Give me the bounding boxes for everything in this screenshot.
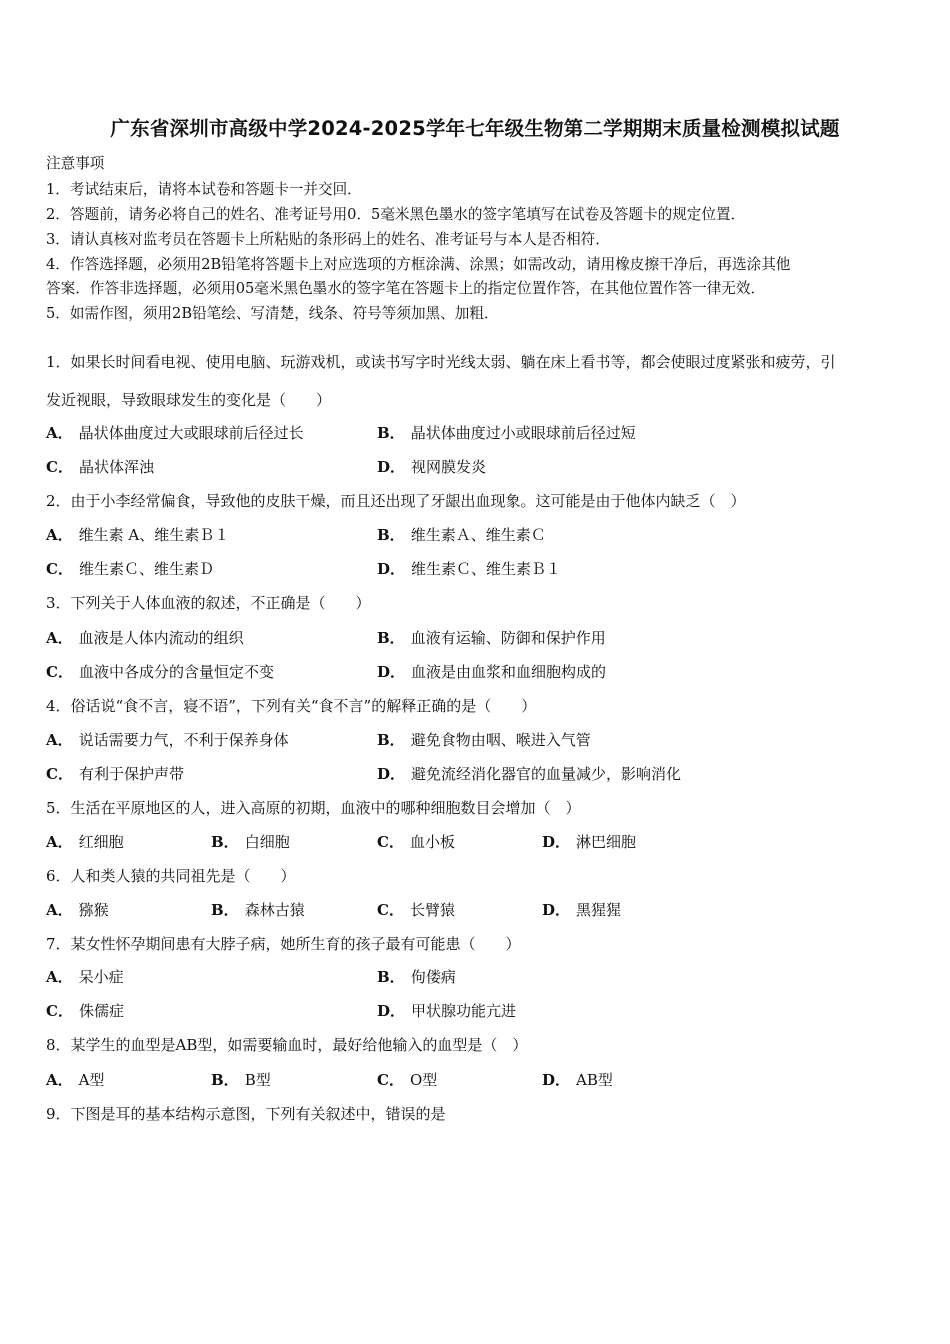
option-key: D． [542, 1071, 571, 1089]
option-text: 黑猩猩 [576, 901, 622, 919]
option-d [377, 456, 486, 477]
option-a [46, 831, 124, 852]
option-key: D． [377, 458, 406, 476]
option-c [377, 1069, 437, 1090]
page-title: 广东省深圳市高级中学2024-2025学年七年级生物第二学期期末质量检测模拟试题 [110, 117, 840, 140]
option-key: B． [377, 424, 405, 442]
option-text: 维生素 A、维生素Ｂ１ [78, 526, 230, 544]
option-text: 血液中各成分的含量恒定不变 [78, 663, 274, 681]
option-text: 有利于保护声带 [78, 765, 184, 783]
option-d [377, 558, 561, 579]
option-text: 呆小症 [78, 968, 124, 986]
option-key: D． [377, 765, 406, 783]
option-text: 避免流经消化器官的血量减少，影响消化 [411, 765, 682, 783]
option-text: 甲状腺功能亢进 [411, 1002, 517, 1020]
question-stem: 1．如果长时间看电视、使用电脑、玩游戏机，或读书写字时光线太弱、躺在床上看书等，都会使眼过度紧张和疲劳，引 [46, 353, 836, 371]
question-stem: 2．由于小李经常偏食，导致他的皮肤干燥，而且还出现了牙龈出血现象。这可能是由于他体内缺乏（ ） [46, 492, 746, 510]
notice-item: 3．请认真核对监考员在答题卡上所粘贴的条形码上的姓名、准考证号与本人是否相符． [46, 231, 610, 248]
option-c [46, 661, 274, 682]
option-c [377, 831, 455, 852]
option-key: B． [377, 526, 405, 544]
option-a [46, 899, 109, 920]
option-key: A． [46, 1071, 73, 1089]
option-text: 维生素Ｃ、维生素Ｂ１ [411, 560, 562, 578]
option-key: A． [46, 424, 73, 442]
option-key: B． [377, 731, 405, 749]
option-c [377, 899, 455, 920]
option-d [377, 763, 681, 784]
option-a [46, 1069, 104, 1090]
option-key: B． [211, 833, 239, 851]
option-key: A． [46, 526, 73, 544]
option-key: A． [46, 629, 73, 647]
option-a [46, 627, 244, 648]
option-text: 血液是人体内流动的组织 [78, 629, 244, 647]
option-key: C． [377, 901, 404, 919]
notice-item: 答案．作答非选择题，必须用05毫米黑色墨水的签字笔在答题卡上的指定位置作答，在其他位置作答一律无效． [46, 280, 766, 297]
notice-item: 5．如需作图，须用2B铅笔绘、写清楚，线条、符号等须加黑、加粗． [46, 305, 499, 322]
option-text: 晶状体曲度过小或眼球前后径过短 [410, 424, 636, 442]
option-b [211, 899, 305, 920]
option-key: C． [46, 663, 73, 681]
option-b [377, 966, 456, 987]
option-key: B． [377, 629, 405, 647]
option-text: 视网膜发炎 [411, 458, 487, 476]
option-key: C． [46, 560, 73, 578]
option-key: D． [542, 833, 571, 851]
notice-item: 2．答题前，请务必将自己的姓名、准考证号用0．5毫米黑色墨水的签字笔填写在试卷及答题卡的规定位置． [46, 206, 746, 223]
option-a [46, 729, 289, 750]
option-d [377, 661, 606, 682]
option-b [211, 831, 290, 852]
option-a [46, 524, 229, 545]
option-b [377, 729, 591, 750]
notice-item: 4．作答选择题，必须用2B铅笔将答题卡上对应选项的方框涂满、涂黑；如需改动，请用橡皮擦干净后，再选涂其他 [46, 256, 791, 273]
option-text: 猕猴 [78, 901, 109, 919]
option-text: 长臂猿 [409, 901, 455, 919]
option-key: A． [46, 833, 73, 851]
option-key: D． [377, 1002, 406, 1020]
option-text: A型 [78, 1071, 105, 1089]
option-text: AB型 [576, 1071, 613, 1089]
option-text: 避免食物由咽、喉进入气管 [410, 731, 591, 749]
option-text: 血液有运输、防御和保护作用 [410, 629, 606, 647]
option-text: O型 [409, 1071, 438, 1089]
option-c [46, 456, 154, 477]
notice-item: 1．考试结束后，请将本试卷和答题卡一并交回． [46, 181, 362, 198]
option-key: A． [46, 731, 73, 749]
option-a [46, 966, 124, 987]
option-text: 说话需要力气，不利于保养身体 [78, 731, 289, 749]
question-stem: 7．某女性怀孕期间患有大脖子病，她所生育的孩子最有可能患（ ） [46, 935, 521, 953]
option-text: 白细胞 [244, 833, 290, 851]
option-d [542, 1069, 613, 1090]
option-text: 晶状体浑浊 [78, 458, 154, 476]
option-key: A． [46, 968, 73, 986]
option-text: 维生素Ａ、维生素Ｃ [410, 526, 546, 544]
option-b [377, 524, 546, 545]
option-b [377, 627, 606, 648]
option-b [211, 1069, 271, 1090]
option-text: 侏儒症 [78, 1002, 124, 1020]
question-stem: 9．下图是耳的基本结构示意图，下列有关叙述中，错误的是 [46, 1105, 446, 1123]
option-key: D． [542, 901, 571, 919]
option-key: C． [46, 765, 73, 783]
option-key: B． [211, 901, 239, 919]
question-stem: 4．俗话说“食不言，寝不语”，下列有关“食不言”的解释正确的是（ ） [46, 697, 537, 715]
option-text: 晶状体曲度过大或眼球前后径过长 [78, 424, 304, 442]
option-key: B． [211, 1071, 239, 1089]
question-stem: 3．下列关于人体血液的叙述，不正确是（ ） [46, 594, 371, 612]
option-a [46, 422, 304, 443]
question-stem: 8．某学生的血型是AB型，如需要输血时，最好给他输入的血型是（ ） [46, 1036, 528, 1054]
option-text: B型 [244, 1071, 271, 1089]
question-stem: 5．生活在平原地区的人，进入高原的初期，血液中的哪种细胞数目会增加（ ） [46, 799, 581, 817]
option-key: C． [377, 833, 404, 851]
option-text: 维生素Ｃ、维生素Ｄ [78, 560, 214, 578]
option-c [46, 1000, 124, 1021]
option-key: C． [377, 1071, 404, 1089]
option-b [377, 422, 636, 443]
option-text: 血小板 [409, 833, 455, 851]
notice-heading: 注意事项 [46, 155, 105, 172]
option-text: 森林古猿 [244, 901, 305, 919]
option-key: C． [46, 1002, 73, 1020]
option-key: C． [46, 458, 73, 476]
option-text: 佝偻病 [410, 968, 456, 986]
option-text: 血液是由血浆和血细胞构成的 [411, 663, 607, 681]
option-text: 红细胞 [78, 833, 124, 851]
option-c [46, 763, 184, 784]
option-key: B． [377, 968, 405, 986]
option-key: D． [377, 560, 406, 578]
option-d [377, 1000, 516, 1021]
question-stem: 发近视眼，导致眼球发生的变化是（ ） [46, 391, 332, 409]
option-c [46, 558, 214, 579]
option-d [542, 899, 621, 920]
question-stem: 6．人和类人猿的共同祖先是（ ） [46, 867, 296, 885]
option-text: 淋巴细胞 [576, 833, 637, 851]
option-key: D． [377, 663, 406, 681]
option-key: A． [46, 901, 73, 919]
option-d [542, 831, 636, 852]
